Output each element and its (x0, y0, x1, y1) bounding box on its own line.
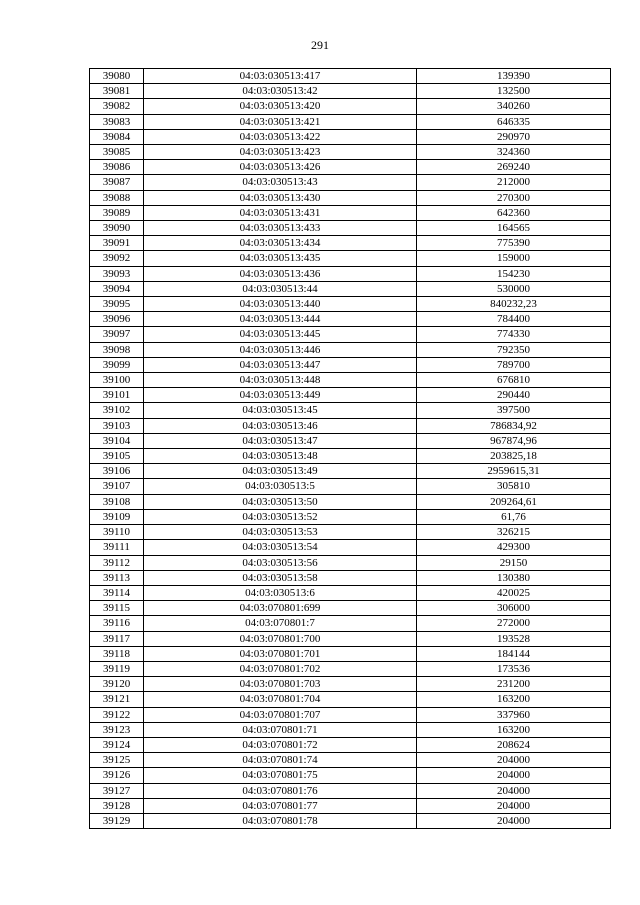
table-row (90, 616, 611, 631)
row-number-cell: 39083 (90, 114, 144, 129)
cadastral-number-cell: 04:03:070801:701 (144, 646, 417, 661)
value-cell: 208624 (417, 737, 611, 752)
row-number-cell: 39081 (90, 84, 144, 99)
cadastral-number-cell: 04:03:030513:446 (144, 342, 417, 357)
cadastral-number-cell: 04:03:070801:7 (144, 616, 417, 631)
row-number-cell: 39114 (90, 585, 144, 600)
table-row (90, 418, 611, 433)
cadastral-number-cell: 04:03:030513:440 (144, 297, 417, 312)
table-row (90, 221, 611, 236)
value-cell: 642360 (417, 205, 611, 220)
table-row (90, 145, 611, 160)
value-cell: 340260 (417, 99, 611, 114)
table-row (90, 388, 611, 403)
row-number-cell: 39084 (90, 129, 144, 144)
row-number-cell: 39090 (90, 221, 144, 236)
row-number-cell: 39088 (90, 190, 144, 205)
cadastral-number-cell: 04:03:030513:433 (144, 221, 417, 236)
table-row (90, 464, 611, 479)
value-cell: 775390 (417, 236, 611, 251)
row-number-cell: 39093 (90, 266, 144, 281)
table-row (90, 327, 611, 342)
table-row (90, 190, 611, 205)
table-row (90, 449, 611, 464)
cadastral-number-cell: 04:03:070801:74 (144, 753, 417, 768)
row-number-cell: 39100 (90, 373, 144, 388)
cadastral-number-cell: 04:03:030513:448 (144, 373, 417, 388)
cadastral-number-cell: 04:03:030513:44 (144, 281, 417, 296)
cadastral-number-cell: 04:03:070801:707 (144, 707, 417, 722)
value-cell: 326215 (417, 525, 611, 540)
row-number-cell: 39119 (90, 661, 144, 676)
cadastral-number-cell: 04:03:030513:46 (144, 418, 417, 433)
cadastral-number-cell: 04:03:030513:43 (144, 175, 417, 190)
table-row (90, 403, 611, 418)
value-cell: 290970 (417, 129, 611, 144)
table-row (90, 631, 611, 646)
row-number-cell: 39102 (90, 403, 144, 418)
row-number-cell: 39087 (90, 175, 144, 190)
value-cell: 29150 (417, 555, 611, 570)
table-row (90, 722, 611, 737)
row-number-cell: 39112 (90, 555, 144, 570)
value-cell: 789700 (417, 357, 611, 372)
row-number-cell: 39121 (90, 692, 144, 707)
value-cell: 193528 (417, 631, 611, 646)
cadastral-number-cell: 04:03:070801:702 (144, 661, 417, 676)
cadastral-number-cell: 04:03:070801:703 (144, 677, 417, 692)
table-row (90, 342, 611, 357)
table-row (90, 236, 611, 251)
row-number-cell: 39111 (90, 540, 144, 555)
row-number-cell: 39126 (90, 768, 144, 783)
value-cell: 203825,18 (417, 449, 611, 464)
cadastral-number-cell: 04:03:030513:447 (144, 357, 417, 372)
table-row (90, 798, 611, 813)
value-cell: 397500 (417, 403, 611, 418)
value-cell: 159000 (417, 251, 611, 266)
value-cell: 306000 (417, 601, 611, 616)
row-number-cell: 39098 (90, 342, 144, 357)
value-cell: 2959615,31 (417, 464, 611, 479)
cadastral-number-cell: 04:03:030513:47 (144, 433, 417, 448)
table-row (90, 281, 611, 296)
row-number-cell: 39110 (90, 525, 144, 540)
cadastral-number-cell: 04:03:030513:426 (144, 160, 417, 175)
value-cell: 792350 (417, 342, 611, 357)
cadastral-number-cell: 04:03:030513:58 (144, 570, 417, 585)
row-number-cell: 39097 (90, 327, 144, 342)
cadastral-number-cell: 04:03:030513:445 (144, 327, 417, 342)
value-cell: 967874,96 (417, 433, 611, 448)
cadastral-number-cell: 04:03:030513:420 (144, 99, 417, 114)
table-body (90, 69, 611, 829)
row-number-cell: 39115 (90, 601, 144, 616)
cadastral-number-cell: 04:03:030513:435 (144, 251, 417, 266)
row-number-cell: 39128 (90, 798, 144, 813)
page-number: 291 (311, 38, 329, 52)
row-number-cell: 39122 (90, 707, 144, 722)
table-row (90, 509, 611, 524)
cadastral-number-cell: 04:03:030513:49 (144, 464, 417, 479)
cadastral-number-cell: 04:03:030513:422 (144, 129, 417, 144)
value-cell: 429300 (417, 540, 611, 555)
row-number-cell: 39113 (90, 570, 144, 585)
table-row (90, 494, 611, 509)
table-row (90, 129, 611, 144)
value-cell: 840232,23 (417, 297, 611, 312)
table-row (90, 84, 611, 99)
cadastral-number-cell: 04:03:030513:5 (144, 479, 417, 494)
row-number-cell: 39106 (90, 464, 144, 479)
value-cell: 270300 (417, 190, 611, 205)
row-number-cell: 39089 (90, 205, 144, 220)
cadastral-number-cell: 04:03:030513:48 (144, 449, 417, 464)
row-number-cell: 39107 (90, 479, 144, 494)
table-row (90, 677, 611, 692)
value-cell: 154230 (417, 266, 611, 281)
row-number-cell: 39117 (90, 631, 144, 646)
table-row (90, 69, 611, 84)
cadastral-number-cell: 04:03:030513:444 (144, 312, 417, 327)
value-cell: 139390 (417, 69, 611, 84)
cadastral-number-cell: 04:03:030513:53 (144, 525, 417, 540)
value-cell: 204000 (417, 768, 611, 783)
row-number-cell: 39108 (90, 494, 144, 509)
cadastral-number-cell: 04:03:030513:436 (144, 266, 417, 281)
value-cell: 324360 (417, 145, 611, 160)
cadastral-number-cell: 04:03:030513:430 (144, 190, 417, 205)
value-cell: 209264,61 (417, 494, 611, 509)
table-row (90, 312, 611, 327)
value-cell: 204000 (417, 798, 611, 813)
table-row (90, 175, 611, 190)
value-cell: 61,76 (417, 509, 611, 524)
cadastral-number-cell: 04:03:070801:72 (144, 737, 417, 752)
cadastral-number-cell: 04:03:070801:76 (144, 783, 417, 798)
cadastral-number-cell: 04:03:030513:449 (144, 388, 417, 403)
row-number-cell: 39109 (90, 509, 144, 524)
row-number-cell: 39105 (90, 449, 144, 464)
table-row (90, 357, 611, 372)
row-number-cell: 39086 (90, 160, 144, 175)
value-cell: 204000 (417, 783, 611, 798)
row-number-cell: 39127 (90, 783, 144, 798)
cadastral-number-cell: 04:03:070801:77 (144, 798, 417, 813)
table-row (90, 570, 611, 585)
cadastral-number-cell: 04:03:070801:699 (144, 601, 417, 616)
cadastral-number-cell: 04:03:070801:78 (144, 813, 417, 828)
value-cell: 212000 (417, 175, 611, 190)
table-row (90, 737, 611, 752)
value-cell: 676810 (417, 373, 611, 388)
value-cell: 163200 (417, 692, 611, 707)
row-number-cell: 39094 (90, 281, 144, 296)
table-row (90, 692, 611, 707)
row-number-cell: 39101 (90, 388, 144, 403)
cadastral-number-cell: 04:03:030513:56 (144, 555, 417, 570)
cadastral-number-cell: 04:03:030513:54 (144, 540, 417, 555)
table-row (90, 160, 611, 175)
cadastral-number-cell: 04:03:070801:75 (144, 768, 417, 783)
row-number-cell: 39082 (90, 99, 144, 114)
value-cell: 130380 (417, 570, 611, 585)
value-cell: 272000 (417, 616, 611, 631)
cadastral-number-cell: 04:03:030513:42 (144, 84, 417, 99)
table-row (90, 768, 611, 783)
value-cell: 184144 (417, 646, 611, 661)
row-number-cell: 39125 (90, 753, 144, 768)
table-row (90, 783, 611, 798)
table-row (90, 433, 611, 448)
table-row (90, 707, 611, 722)
row-number-cell: 39096 (90, 312, 144, 327)
value-cell: 132500 (417, 84, 611, 99)
cadastral-number-cell: 04:03:030513:50 (144, 494, 417, 509)
row-number-cell: 39118 (90, 646, 144, 661)
table-row (90, 266, 611, 281)
row-number-cell: 39099 (90, 357, 144, 372)
value-cell: 784400 (417, 312, 611, 327)
cadastral-number-cell: 04:03:030513:52 (144, 509, 417, 524)
cadastral-number-cell: 04:03:070801:704 (144, 692, 417, 707)
value-cell: 786834,92 (417, 418, 611, 433)
cadastral-number-cell: 04:03:030513:6 (144, 585, 417, 600)
value-cell: 204000 (417, 813, 611, 828)
value-cell: 305810 (417, 479, 611, 494)
value-cell: 204000 (417, 753, 611, 768)
cadastral-number-cell: 04:03:070801:71 (144, 722, 417, 737)
value-cell: 420025 (417, 585, 611, 600)
row-number-cell: 39095 (90, 297, 144, 312)
table-row (90, 525, 611, 540)
value-cell: 173536 (417, 661, 611, 676)
table-row (90, 205, 611, 220)
table-row (90, 813, 611, 828)
table-row (90, 540, 611, 555)
row-number-cell: 39104 (90, 433, 144, 448)
row-number-cell: 39124 (90, 737, 144, 752)
table-row (90, 297, 611, 312)
value-cell: 164565 (417, 221, 611, 236)
row-number-cell: 39080 (90, 69, 144, 84)
value-cell: 290440 (417, 388, 611, 403)
table-row (90, 479, 611, 494)
table-row (90, 114, 611, 129)
table-row (90, 661, 611, 676)
value-cell: 269240 (417, 160, 611, 175)
cadastral-number-cell: 04:03:070801:700 (144, 631, 417, 646)
cadastral-number-cell: 04:03:030513:45 (144, 403, 417, 418)
row-number-cell: 39129 (90, 813, 144, 828)
table-row (90, 251, 611, 266)
table-row (90, 646, 611, 661)
row-number-cell: 39092 (90, 251, 144, 266)
row-number-cell: 39120 (90, 677, 144, 692)
cadastral-number-cell: 04:03:030513:434 (144, 236, 417, 251)
cadastral-number-cell: 04:03:030513:423 (144, 145, 417, 160)
cadastral-number-cell: 04:03:030513:417 (144, 69, 417, 84)
table-row (90, 99, 611, 114)
table-row (90, 585, 611, 600)
value-cell: 530000 (417, 281, 611, 296)
row-number-cell: 39123 (90, 722, 144, 737)
value-cell: 231200 (417, 677, 611, 692)
table-row (90, 373, 611, 388)
value-cell: 163200 (417, 722, 611, 737)
table-row (90, 555, 611, 570)
value-cell: 646335 (417, 114, 611, 129)
value-cell: 337960 (417, 707, 611, 722)
table-row (90, 601, 611, 616)
cadastral-number-cell: 04:03:030513:431 (144, 205, 417, 220)
value-cell: 774330 (417, 327, 611, 342)
row-number-cell: 39103 (90, 418, 144, 433)
row-number-cell: 39091 (90, 236, 144, 251)
cadastral-value-table (89, 68, 611, 829)
table-row (90, 753, 611, 768)
row-number-cell: 39085 (90, 145, 144, 160)
cadastral-number-cell: 04:03:030513:421 (144, 114, 417, 129)
row-number-cell: 39116 (90, 616, 144, 631)
